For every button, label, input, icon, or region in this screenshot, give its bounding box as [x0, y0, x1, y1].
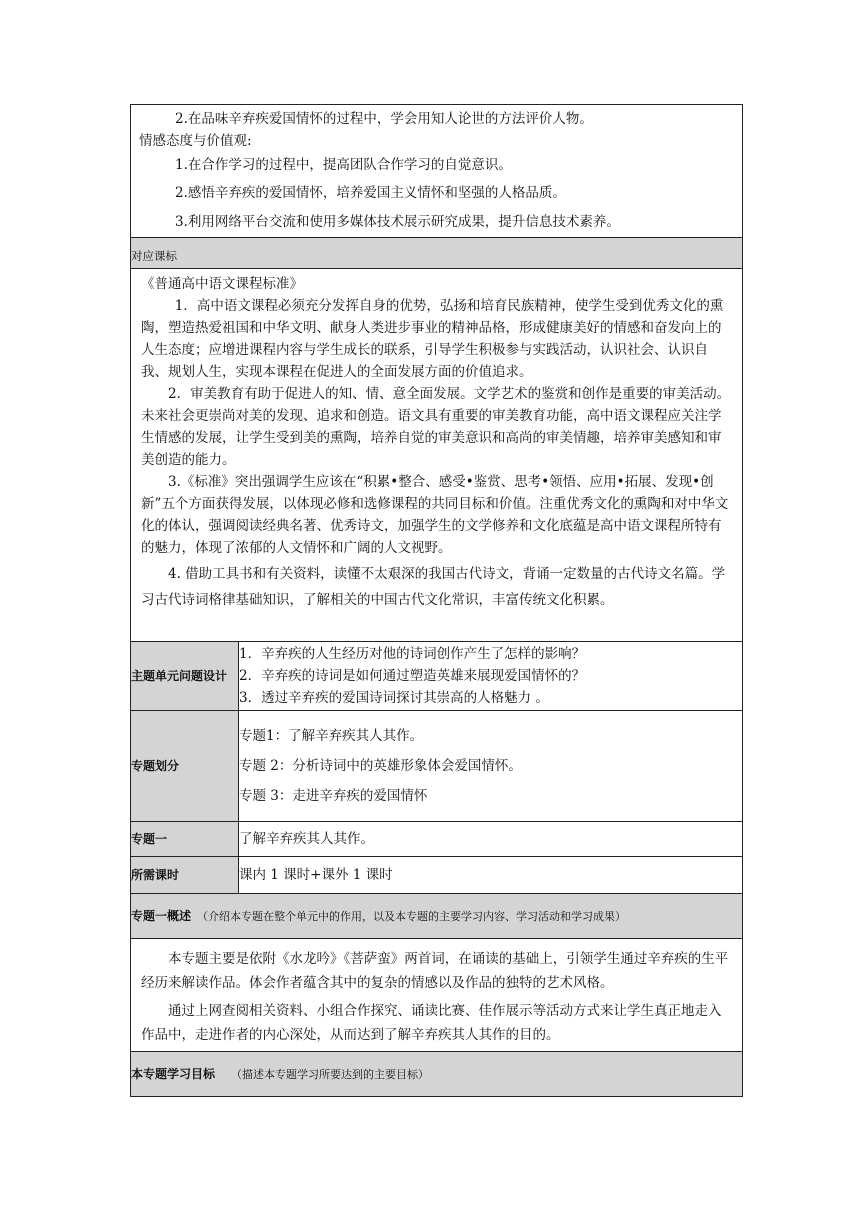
standards-paragraph: 1．高中语文课程必须充分发挥自身的优势，弘扬和培育民族精神，使学生受到优秀文化的熏陶，塑造热爱祖国和中华文明、献身人类进步事业的精神品格，形成健康美好的情感和奋发向上的人生态度；应增进课程内容与学生成长的联系，引导学生积极参与实践活动，认识社会、认识自我、规划人生，实现本课程在促进人的全面发展方面的价值追求。 [141, 298, 724, 380]
questions-row [131, 642, 743, 711]
standards-paragraph: 4. 借助工具书和有关资料，读懂不太艰深的我国古代诗文，背诵一定数量的古代诗文名篇。学习古代诗词格律基础知识，了解相关的中国古代文化常识，丰富传统文化积累。 [141, 566, 726, 608]
question-item: 1．辛弃疾的人生经历对他的诗词创作产生了怎样的影响？ [239, 646, 586, 662]
standards-paragraph: 3.《标准》突出强调学生应该在“积累•整合、感受•鉴赏、思考•领悟、应用•拓展、发现•创新”五个方面获得发展，以体现必修和选修课程的共同目标和价值。注重优秀文化的熏陶和对中华文化的体认，强调阅读经典名著、优秀诗文，加强学生的文学修养和文化底蕴是高中语文课程所特有的魅力，体现了浓郁的人文情怀和广阔的人文视野。 [141, 474, 729, 556]
standards-header: 对应课标 [131, 238, 743, 269]
overview-hint: （介绍本专题在整个单元中的作用，以及本专题的主要学习内容、学习活动和学习成果） [197, 909, 627, 923]
emotion-item: 3.利用网络平台交流和使用多媒体技术展示研究成果，提升信息技术素养。 [175, 214, 620, 230]
topic-item: 专题1：了解辛弃疾其人其作。 [239, 728, 424, 744]
topics-label: 专题划分 [131, 711, 239, 822]
goals-hint: （描述本专题学习所要达到的主要目标） [231, 1067, 430, 1081]
topic-item: 专题 3：走进辛弃疾的爱国情怀 [239, 788, 428, 804]
goals-label: 本专题学习目标 [131, 1066, 216, 1081]
overview-header-row [131, 894, 743, 939]
topic-item: 专题 2：分析诗词中的英雄形象体会爱国情怀。 [239, 758, 522, 774]
topic-one-row [131, 822, 743, 857]
hours-row [131, 857, 743, 894]
emotion-heading: 情感态度与价值观: [139, 133, 252, 149]
standards-content-row [131, 269, 743, 642]
question-item: 2．辛弃疾的诗词是如何通过塑造英雄来展现爱国情怀的？ [239, 668, 586, 684]
topics-row [131, 711, 743, 822]
overview-label: 专题一概述 [131, 908, 192, 923]
overview-paragraph: 通过上网查阅相关资料、小组合作探究、诵读比赛、佳作展示等活动方式来让学生真正地走入作品中，走进作者的内心深处，从而达到了解辛弃疾其人其作的目的。 [141, 1003, 722, 1043]
goals-header-row [131, 1052, 743, 1097]
hours-value: 课内 1 课时+课外 1 课时 [239, 857, 743, 894]
emotion-item: 2.感悟辛弃疾的爱国情怀，培养爱国主义情怀和坚强的人格品质。 [175, 185, 566, 201]
ability-item-2: 2.在品味辛弃疾爱国情怀的过程中，学会用知人论世的方法评价人物。 [175, 111, 593, 127]
overview-paragraph: 本专题主要是依附《水龙吟》《菩萨蛮》两首词，在诵读的基础上，引领学生通过辛弃疾的生平经历来解读作品。体会作者蕴含其中的复杂的情感以及作品的独特的艺术风格。 [141, 951, 729, 991]
questions-label: 主题单元问题设计 [131, 642, 239, 711]
standards-paragraph: 2．审美教育有助于促进人的知、情、意全面发展。文学艺术的鉴赏和创作是重要的审美活动。未来社会更崇尚对美的发现、追求和创造。语文具有重要的审美教育功能，高中语文课程应关注学生情感的发展，让学生受到美的熏陶，培养自觉的审美意识和高尚的审美情趣，培养审美感知和审美创造的能力。 [141, 386, 731, 468]
lesson-plan-table [130, 104, 743, 1097]
topic-one-label: 专题一 [131, 822, 239, 857]
hours-label: 所需课时 [131, 857, 239, 894]
standards-title: 《普通高中语文课程标准》 [141, 276, 303, 292]
topic-one-value: 了解辛弃疾其人其作。 [239, 822, 743, 857]
emotion-item: 1.在合作学习的过程中，提高团队合作学习的自觉意识。 [175, 157, 512, 173]
overview-content-row [131, 939, 743, 1052]
standards-header-row [131, 238, 743, 269]
question-item: 3．透过辛弃疾的爱国诗词探讨其崇高的人格魅力 。 [239, 690, 549, 706]
objectives-row [131, 105, 743, 238]
